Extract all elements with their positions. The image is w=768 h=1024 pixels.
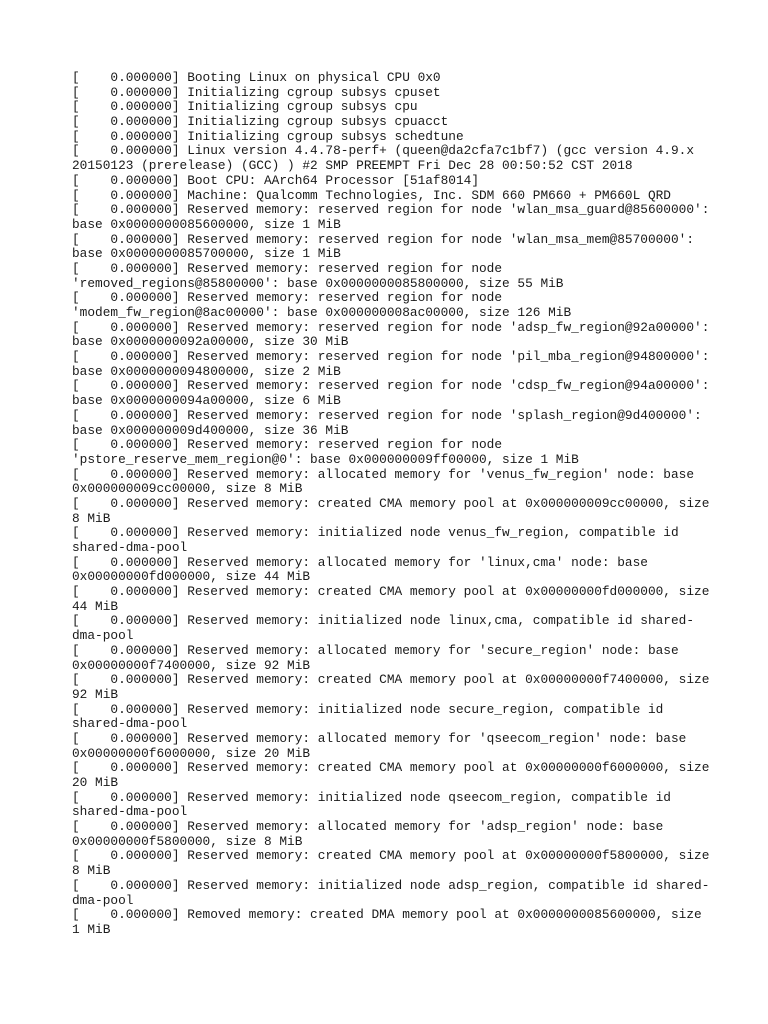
log-line: [ 0.000000] Initializing cgroup subsys schedtune xyxy=(72,128,464,144)
log-line: 20150123 (prerelease) (GCC) ) #2 SMP PREEMPT Fri Dec 28 00:50:52 CST 2018 xyxy=(72,158,633,174)
log-line: 'pstore_reserve_mem_region@0': base 0x000000009ff00000, size 1 MiB xyxy=(72,451,579,467)
log-line: [ 0.000000] Boot CPU: AArch64 Processor [51af8014] xyxy=(72,172,480,188)
log-line: [ 0.000000] Removed memory: created DMA memory pool at 0x0000000085600000, size xyxy=(72,907,702,923)
log-line: base 0x0000000094a00000, size 6 MiB xyxy=(72,393,341,409)
log-line: base 0x0000000085700000, size 1 MiB xyxy=(72,246,341,262)
log-line: [ 0.000000] Machine: Qualcomm Technologies, Inc. SDM 660 PM660 + PM660L QRD xyxy=(72,187,671,203)
log-line: [ 0.000000] Reserved memory: reserved region for node 'pil_mba_region@94800000': xyxy=(72,349,710,365)
log-line: [ 0.000000] Booting Linux on physical CPU 0x0 xyxy=(72,70,441,85)
log-line: [ 0.000000] Reserved memory: reserved region for node xyxy=(72,290,503,306)
log-line: 20 MiB xyxy=(72,775,119,790)
log-line: base 0x0000000092a00000, size 30 MiB xyxy=(72,334,349,350)
log-line: [ 0.000000] Reserved memory: allocated memory for 'linux,cma' node: base xyxy=(72,554,648,570)
log-line: [ 0.000000] Reserved memory: initialized node qseecom_region, compatible id xyxy=(72,789,671,805)
log-line: [ 0.000000] Reserved memory: allocated memory for 'secure_region' node: base xyxy=(72,642,679,658)
log-line: shared-dma-pool xyxy=(72,716,188,732)
log-line: dma-pool xyxy=(72,628,134,644)
log-line: [ 0.000000] Reserved memory: reserved region for node 'adsp_fw_region@92a00000': xyxy=(72,319,710,335)
log-line: [ 0.000000] Reserved memory: reserved region for node 'wlan_msa_mem@85700000': xyxy=(72,231,695,247)
log-line: 0x000000009cc00000, size 8 MiB xyxy=(72,481,303,497)
log-line: 8 MiB xyxy=(72,510,111,526)
log-line: 92 MiB xyxy=(72,686,119,702)
log-line: 'modem_fw_region@8ac00000': base 0x000000008ac00000, size 126 MiB xyxy=(72,305,572,320)
log-line: 0x00000000f7400000, size 92 MiB xyxy=(72,657,311,673)
log-line: [ 0.000000] Reserved memory: created CMA memory pool at 0x00000000f5800000, size xyxy=(72,848,710,864)
log-line: [ 0.000000] Reserved memory: reserved region for node 'wlan_msa_guard@85600000': xyxy=(72,202,710,218)
log-line: [ 0.000000] Reserved memory: initialized node linux,cma, compatible id shared- xyxy=(72,613,695,629)
log-line: dma-pool xyxy=(72,892,134,908)
log-line: [ 0.000000] Reserved memory: initialized node venus_fw_region, compatible id xyxy=(72,525,679,541)
log-line: [ 0.000000] Reserved memory: initialized node secure_region, compatible id xyxy=(72,701,664,717)
log-line: [ 0.000000] Reserved memory: created CMA memory pool at 0x00000000fd000000, size xyxy=(72,584,710,600)
kernel-boot-log xyxy=(72,70,710,938)
log-line: 0x00000000fd000000, size 44 MiB xyxy=(72,569,311,585)
log-line: [ 0.000000] Reserved memory: allocated memory for 'venus_fw_region' node: base xyxy=(72,466,695,482)
log-line: 0x00000000f6000000, size 20 MiB xyxy=(72,745,311,761)
log-line: [ 0.000000] Reserved memory: created CMA memory pool at 0x00000000f7400000, size xyxy=(72,672,710,688)
log-line: [ 0.000000] Reserved memory: created CMA memory pool at 0x00000000f6000000, size xyxy=(72,760,710,776)
log-line: base 0x000000009d400000, size 36 MiB xyxy=(72,422,349,438)
log-line: 'removed_regions@85800000': base 0x0000000085800000, size 55 MiB xyxy=(72,275,564,291)
log-line: [ 0.000000] Reserved memory: reserved region for node xyxy=(72,260,503,276)
log-line: 1 MiB xyxy=(72,921,111,937)
log-line: [ 0.000000] Reserved memory: initialized node adsp_region, compatible id shared- xyxy=(72,877,710,893)
log-line: shared-dma-pool xyxy=(72,540,188,555)
log-line: [ 0.000000] Reserved memory: allocated memory for 'qseecom_region' node: base xyxy=(72,730,687,746)
log-line: [ 0.000000] Initializing cgroup subsys cpuset xyxy=(72,84,441,100)
log-line: [ 0.000000] Reserved memory: reserved region for node 'splash_region@9d400000': xyxy=(72,407,702,423)
log-line: base 0x0000000094800000, size 2 MiB xyxy=(72,363,341,379)
log-line: [ 0.000000] Reserved memory: reserved region for node xyxy=(72,437,503,453)
log-line: [ 0.000000] Initializing cgroup subsys cpu xyxy=(72,99,418,115)
log-line: [ 0.000000] Initializing cgroup subsys cpuacct xyxy=(72,114,449,130)
log-line: 8 MiB xyxy=(72,863,111,879)
log-line: [ 0.000000] Reserved memory: allocated memory for 'adsp_region' node: base xyxy=(72,819,664,835)
log-line: 44 MiB xyxy=(72,598,119,614)
log-line: [ 0.000000] Linux version 4.4.78-perf+ (queen@da2cfa7c1bf7) (gcc version 4.9.x xyxy=(72,143,695,159)
log-line: 0x00000000f5800000, size 8 MiB xyxy=(72,833,303,849)
log-line: shared-dma-pool xyxy=(72,804,188,820)
log-line: base 0x0000000085600000, size 1 MiB xyxy=(72,216,341,232)
log-line: [ 0.000000] Reserved memory: created CMA memory pool at 0x000000009cc00000, size xyxy=(72,495,710,511)
log-line: [ 0.000000] Reserved memory: reserved region for node 'cdsp_fw_region@94a00000': xyxy=(72,378,710,394)
